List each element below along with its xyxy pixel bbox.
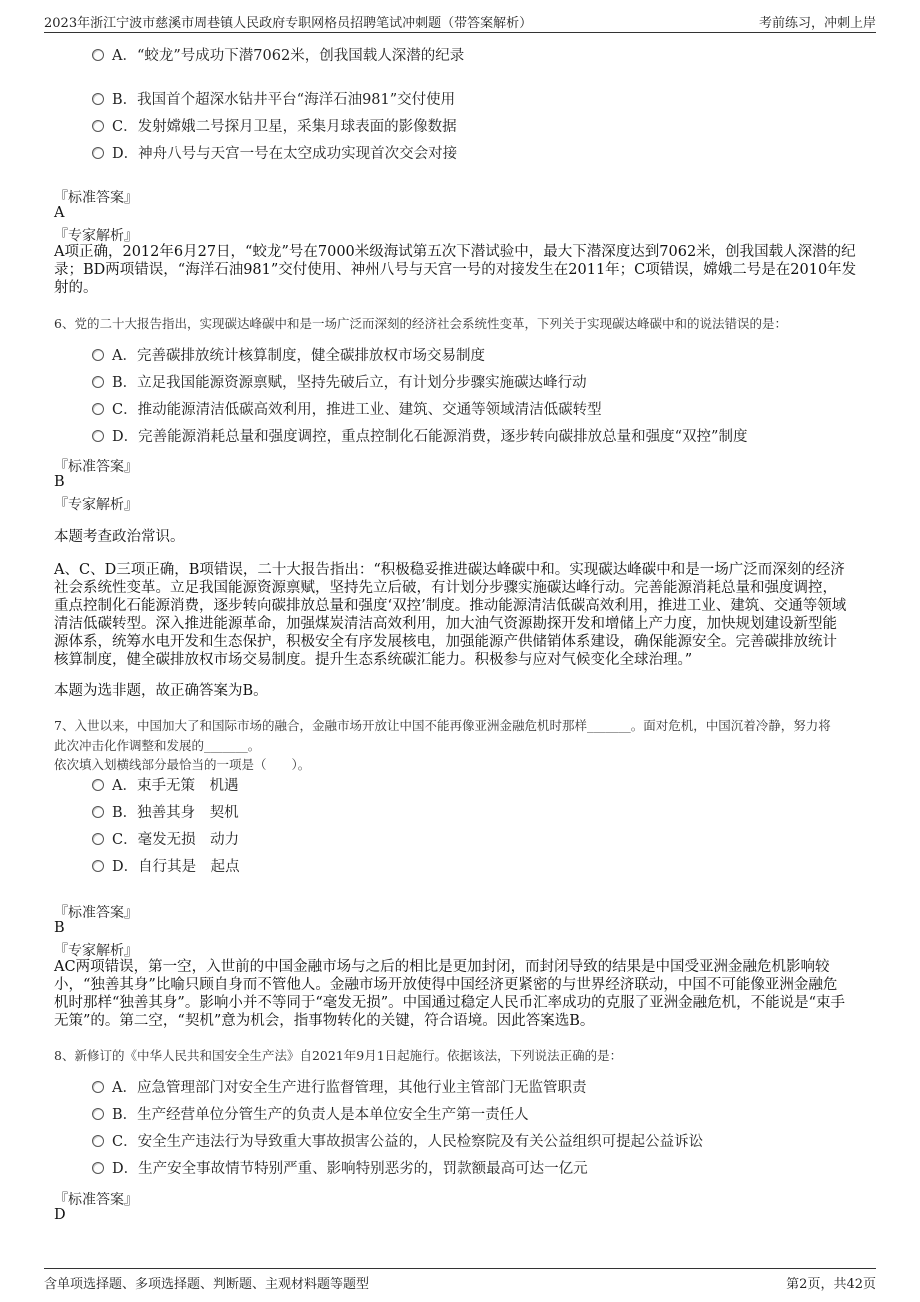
radio-icon[interactable] [92, 860, 104, 872]
q6-option-d[interactable]: D．完善能源消耗总量和强度调控，重点控制化石能源消费，逐步转向碳排放总量和强度“双控”制度 [92, 426, 747, 448]
q7-option-a[interactable]: A．束手无策 机遇 [92, 775, 238, 797]
footer-note: 含单项选择题、多项选择题、判断题、主观材料题等题型 [44, 1277, 370, 1292]
radio-icon[interactable] [92, 120, 104, 132]
q5-option-b[interactable]: B．我国首个超深水钻井平台“海洋石油981”交付使用 [92, 89, 455, 111]
q8-option-b[interactable]: B．生产经营单位分管生产的负责人是本单位安全生产第一责任人 [92, 1104, 529, 1126]
q8-option-d[interactable]: D．生产安全事故情节特别严重、影响特别恶劣的，罚款额最高可达一亿元 [92, 1158, 588, 1180]
radio-icon[interactable] [92, 1162, 104, 1174]
q6-intro: 本题考查政治常识。 [54, 529, 185, 545]
q7-analysis-label: 『专家解析』 [54, 943, 138, 959]
q5-analysis: A项正确，2012年6月27日，“蛟龙”号在7000米级海试第五次下潜试验中，最大下潜深度达到7062米，创我国载人深潜的纪 录；BD两项错误，“海洋石油981”交付使用、神州八号与天宫一号的对接发生在2011年；C项错误，嫦娥二号是在2010年发 射的。 [54, 244, 857, 296]
radio-icon[interactable] [92, 349, 104, 361]
q6-conclusion: 本题为选非题，故正确答案为B。 [54, 683, 268, 699]
q6-option-b[interactable]: B．立足我国能源资源禀赋，坚持先破后立，有计划分步骤实施碳达峰行动 [92, 372, 587, 394]
radio-icon[interactable] [92, 1108, 104, 1120]
page-number: 第2页，共42页 [786, 1277, 876, 1292]
document-title: 2023年浙江宁波市慈溪市周巷镇人民政府专职网格员招聘笔试冲刺题（带答案解析） [44, 16, 533, 31]
q6-answer: B [54, 474, 65, 490]
radio-icon[interactable] [92, 147, 104, 159]
q7-analysis: AC两项错误，第一空，入世前的中国金融市场与之后的相比是更加封闭，而封闭导致的结果是中国受亚洲金融危机影响较 小，“独善其身”比喻只顾自身而不管他人。金融市场开放使得中国经济更紧密的与世界经济联动，中国不可能像亚洲金融危 机时那样“独善其身”。影响小并不等同于“毫发无损”。中国通过稳定人民币汇率成功的克服了亚洲金融危机，不能说是“束手 无策”的。第二空，“契机”意为机会，指事物转化的关键，符合语境。因此答案选B。 [54, 959, 846, 1029]
q8-answer-label: 『标准答案』 [54, 1192, 138, 1208]
q8-option-a[interactable]: A．应急管理部门对安全生产进行监督管理，其他行业主管部门无监管职责 [92, 1077, 586, 1099]
q6-option-a[interactable]: A．完善碳排放统计核算制度，健全碳排放权市场交易制度 [92, 345, 485, 367]
q7-answer-label: 『标准答案』 [54, 905, 138, 921]
radio-icon[interactable] [92, 403, 104, 415]
q7-option-c[interactable]: C．毫发无损 动力 [92, 829, 239, 851]
q6-option-c[interactable]: C．推动能源清洁低碳高效利用，推进工业、建筑、交通等领域清洁低碳转型 [92, 399, 602, 421]
page-footer [44, 1268, 876, 1291]
q7-stem-line-1: 7、入世以来，中国加大了和国际市场的融合，金融市场开放让中国不能再像亚洲金融危机时那样_______。面对危机，中国沉着冷静，努力将 [54, 718, 831, 733]
q8-option-c[interactable]: C．安全生产违法行为导致重大事故损害公益的，人民检察院及有关公益组织可提起公益诉讼 [92, 1131, 703, 1153]
q8-answer: D [54, 1207, 66, 1223]
radio-icon[interactable] [92, 1081, 104, 1093]
q5-answer: A [54, 205, 65, 221]
q7-option-b[interactable]: B．独善其身 契机 [92, 802, 239, 824]
radio-icon[interactable] [92, 93, 104, 105]
q6-stem: 6、党的二十大报告指出，实现碳达峰碳中和是一场广泛而深刻的经济社会系统性变革，下列关于实现碳达峰碳中和的说法错误的是： [54, 316, 787, 331]
q7-answer: B [54, 920, 65, 936]
q6-analysis: A、C、D三项正确，B项错误，二十大报告指出：“积极稳妥推进碳达峰碳中和。实现碳达峰碳中和是一场广泛而深刻的经济 社会系统性变革。立足我国能源资源禀赋，坚持先立后破，有计划分步骤实施碳达峰行动。完善能源消耗总量和强度调控， 重点控制化石能源消费，逐步转向碳排放总量和强度‘双控’制度。推动能源清洁低碳高效利用，推进工业、建筑、交通等领域 清洁低碳转型。深入推进能源革命，加强煤炭清洁高效利用，加大油气资源勘探开发和增储上产力度，加快规划建设新型能 源体系，统筹水电开发和生态保护，积极安全有序发展核电，加强能源产供储销体系建设，确保能源安全。完善碳排放统计 核算制度，健全碳排放权市场交易制度。提升生态系统碳汇能力。积极参与应对气候变化全球治理。” [54, 562, 847, 668]
radio-icon[interactable] [92, 833, 104, 845]
q5-analysis-label: 『专家解析』 [54, 228, 138, 244]
q5-option-a[interactable]: A．“蛟龙”号成功下潜7062米，创我国载人深潜的纪录 [92, 45, 464, 67]
q7-stem-line-2: 此次冲击化作调整和发展的_______。 [54, 738, 261, 753]
radio-icon[interactable] [92, 779, 104, 791]
radio-icon[interactable] [92, 1135, 104, 1147]
page-header [44, 10, 876, 33]
radio-icon[interactable] [92, 49, 104, 61]
q7-stem-line-3: 依次填入划横线部分最恰当的一项是（ ）。 [54, 757, 311, 772]
header-slogan: 考前练习，冲刺上岸 [758, 16, 876, 31]
q5-answer-label: 『标准答案』 [54, 190, 138, 206]
radio-icon[interactable] [92, 430, 104, 442]
q7-option-d[interactable]: D．自行其是 起点 [92, 856, 240, 878]
q5-option-c[interactable]: C．发射嫦娥二号探月卫星，采集月球表面的影像数据 [92, 116, 457, 138]
q6-analysis-label: 『专家解析』 [54, 497, 138, 513]
q8-stem: 8、新修订的《中华人民共和国安全生产法》自2021年9月1日起施行。依据该法，下列说法正确的是： [54, 1048, 623, 1063]
q6-answer-label: 『标准答案』 [54, 459, 138, 475]
radio-icon[interactable] [92, 806, 104, 818]
radio-icon[interactable] [92, 376, 104, 388]
q5-option-d[interactable]: D．神舟八号与天宫一号在太空成功实现首次交会对接 [92, 143, 457, 165]
